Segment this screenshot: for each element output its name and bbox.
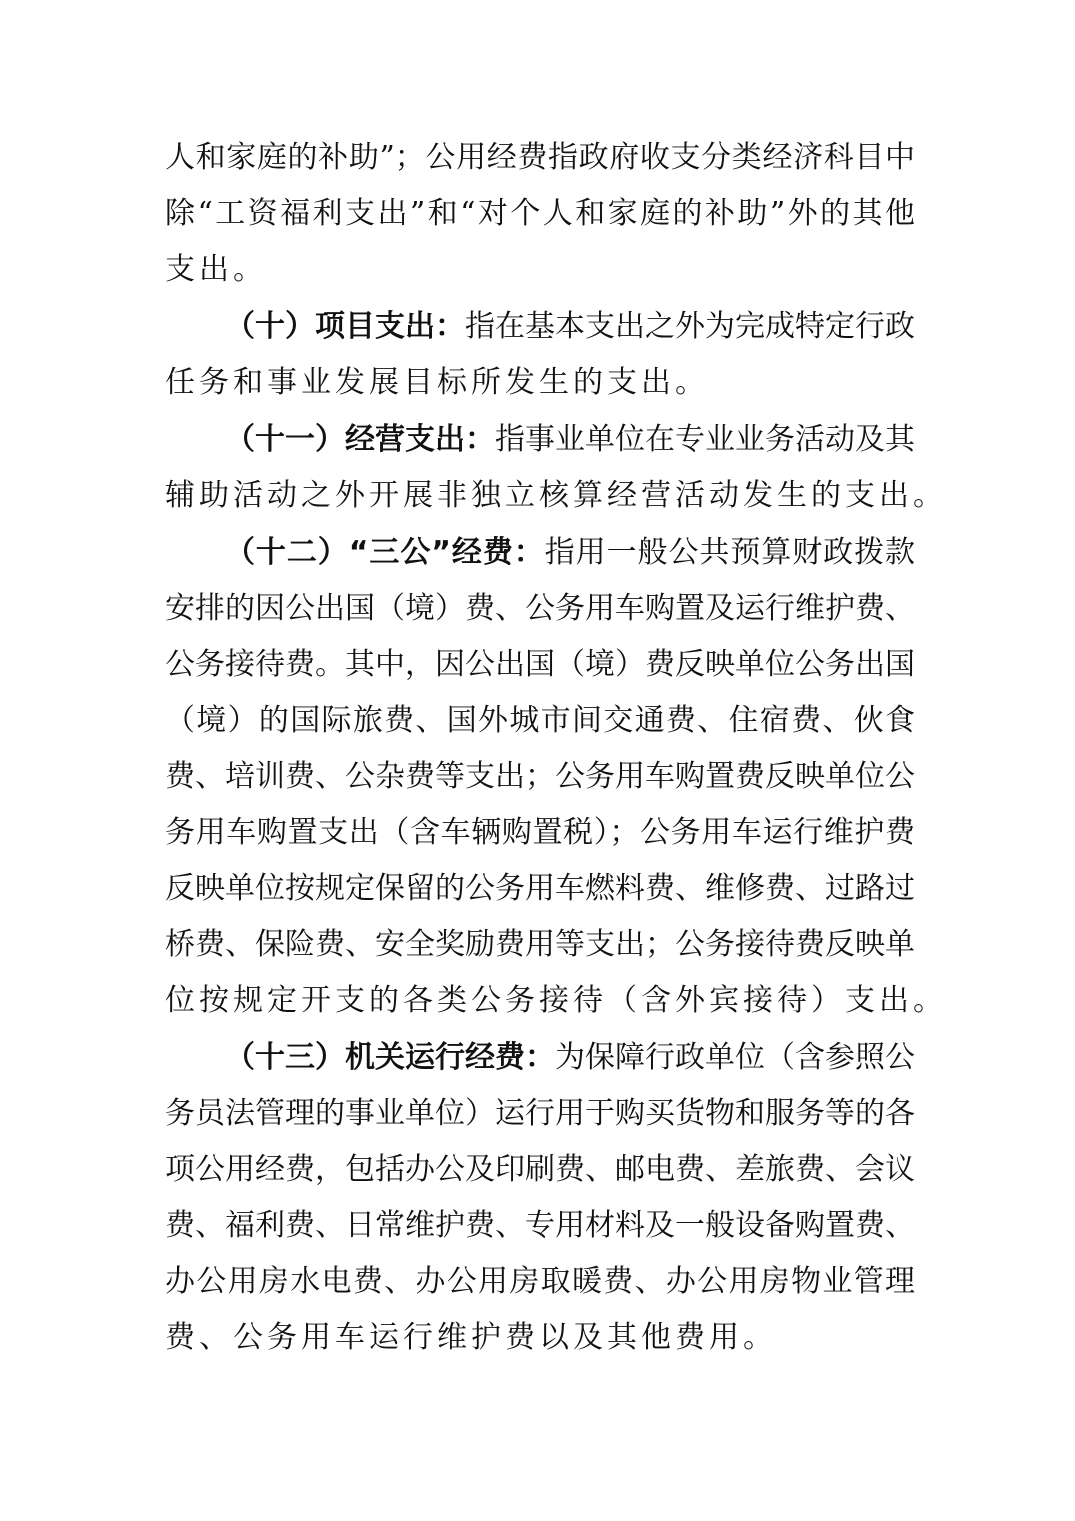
paragraph-text: 指在基本支出之外为完成特定行政 <box>465 309 915 344</box>
paragraph-line: 位按规定开支的各类公务接待（含外宾接待）支出。 <box>165 983 947 1018</box>
section-heading: （十一）经营支出： <box>225 422 495 457</box>
paragraph-first-line <box>225 420 915 460</box>
paragraph-text: 指事业单位在专业业务活动及其 <box>495 422 915 457</box>
paragraph-line: 桥费、保险费、安全奖励费用等支出；公务接待费反映单 <box>165 927 915 962</box>
paragraph-line: 公务接待费。其中，因公出国（境）费反映单位公务出国 <box>165 647 915 682</box>
paragraph-line: 务员法管理的事业单位）运行用于购买货物和服务等的各 <box>165 1096 915 1131</box>
paragraph-line: 办公用房水电费、办公用房取暖费、办公用房物业管理 <box>165 1264 915 1299</box>
paragraph-line: 费、公务用车运行维护费以及其他费用。 <box>165 1320 777 1355</box>
paragraph-first-line <box>225 533 915 573</box>
paragraph-line: （境）的国际旅费、国外城市间交通费、住宿费、伙食 <box>165 703 915 738</box>
paragraph-line: 费、培训费、公杂费等支出；公务用车购置费反映单位公 <box>165 759 915 794</box>
paragraph-line: 支出。 <box>165 252 267 287</box>
paragraph-first-line <box>225 1038 915 1078</box>
paragraph-line: 费、福利费、日常维护费、专用材料及一般设备购置费、 <box>165 1208 915 1243</box>
section-heading: （十三）机关运行经费： <box>225 1040 555 1075</box>
paragraph-text: 指用一般公共预算财政拨款 <box>544 535 915 570</box>
paragraph-line: 人和家庭的补助”；公用经费指政府收支分类经济科目中 <box>165 140 915 175</box>
section-heading: （十）项目支出： <box>225 309 465 344</box>
paragraph-line: 安排的因公出国（境）费、公务用车购置及运行维护费、 <box>165 591 915 626</box>
paragraph-first-line <box>225 307 915 347</box>
paragraph-line: 项公用经费，包括办公及印刷费、邮电费、差旅费、会议 <box>165 1152 915 1187</box>
paragraph-line: 任务和事业发展目标所发生的支出。 <box>165 365 709 400</box>
section-heading: （十二）“三公”经费： <box>225 535 545 570</box>
paragraph-line: 辅助活动之外开展非独立核算经营活动发生的支出。 <box>165 478 947 513</box>
paragraph-line: 务用车购置支出（含车辆购置税）；公务用车运行维护费 <box>165 815 915 850</box>
paragraph-line: 除“工资福利支出”和“对个人和家庭的补助”外的其他 <box>165 196 915 231</box>
paragraph-text: 为保障行政单位（含参照公 <box>555 1040 915 1075</box>
paragraph-line: 反映单位按规定保留的公务用车燃料费、维修费、过路过 <box>165 871 915 906</box>
